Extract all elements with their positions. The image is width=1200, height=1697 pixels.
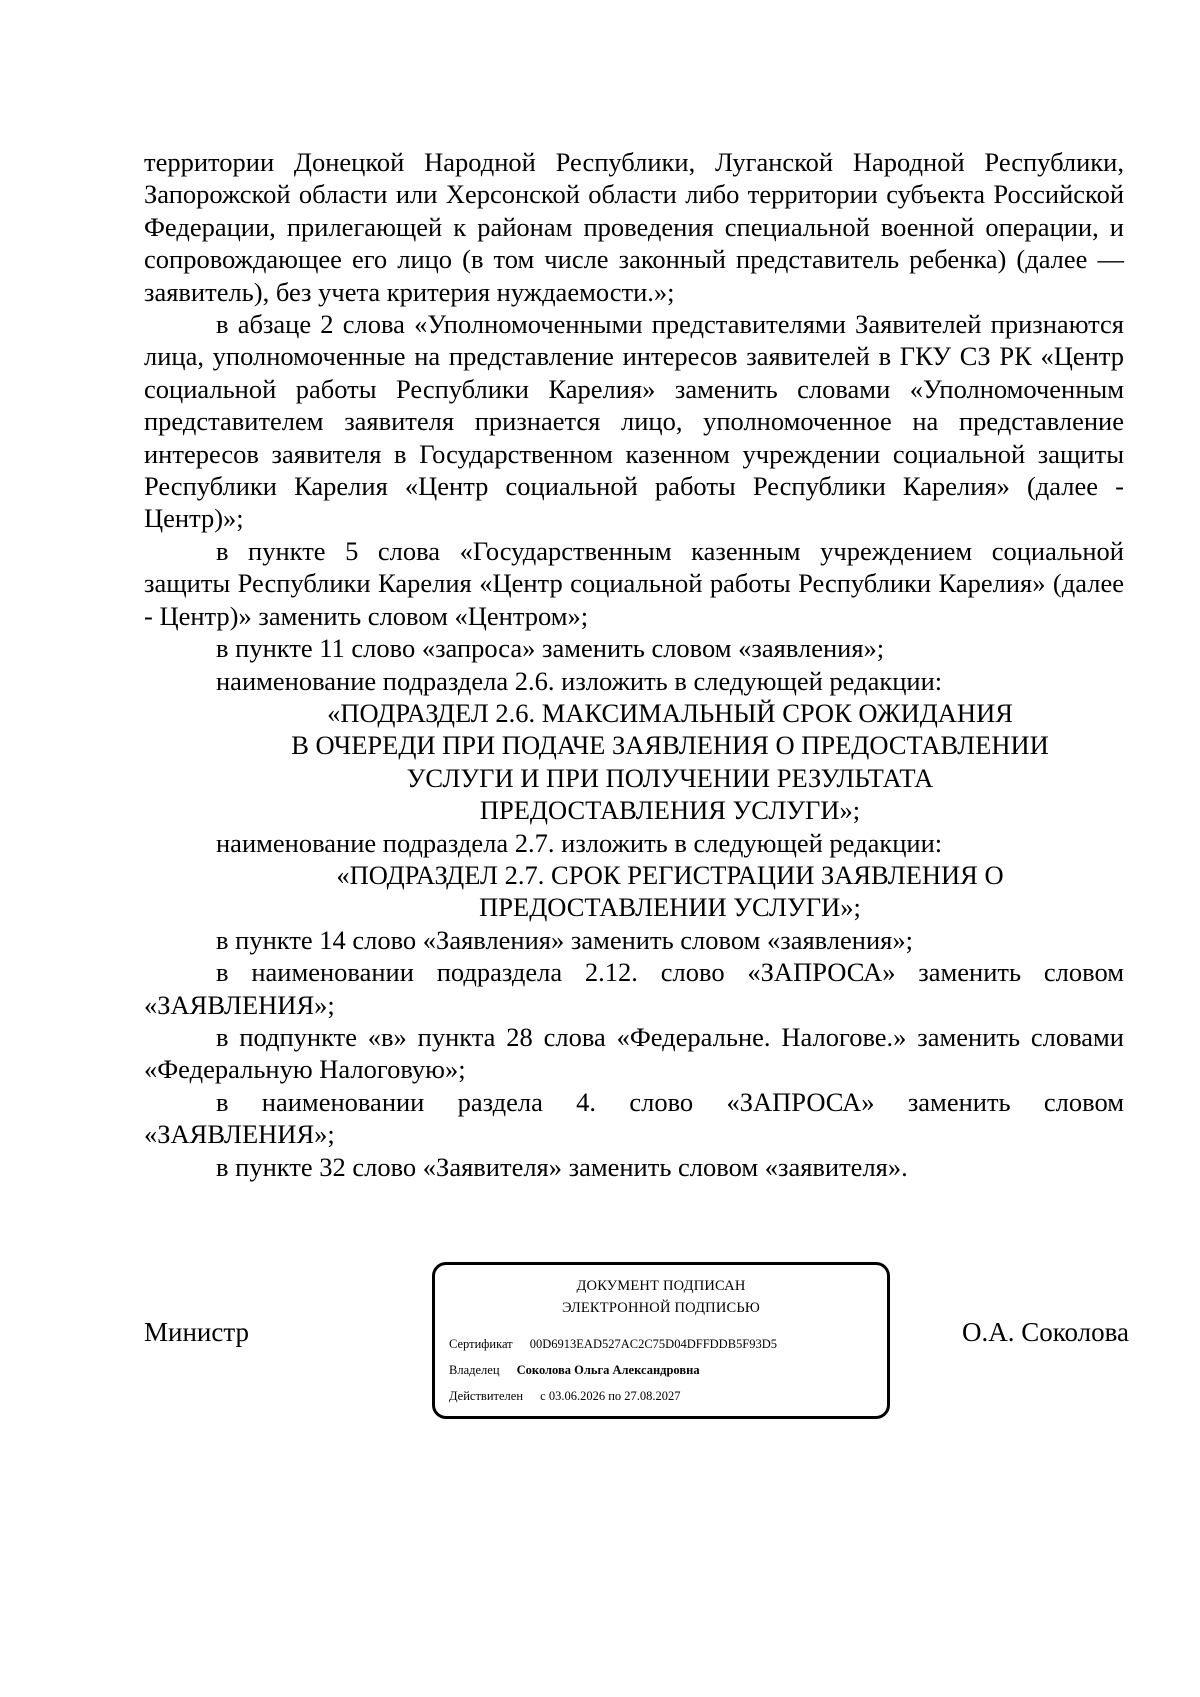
heading-line: УСЛУГИ И ПРИ ПОЛУЧЕНИИ РЕЗУЛЬТАТА [406, 762, 934, 793]
heading-line: «ПОДРАЗДЕЛ 2.7. СРОК РЕГИСТРАЦИИ ЗАЯВЛЕНИЯ О [336, 859, 1004, 890]
subsection-heading-2-7 [144, 859, 1124, 924]
subsection-heading-2-6 [144, 697, 1124, 827]
stamp-certificate-row [449, 1337, 777, 1352]
electronic-signature-stamp [432, 1262, 890, 1419]
validity-label: Действителен [449, 1389, 524, 1403]
signer-name: О.А. Соколова [962, 1317, 1129, 1347]
paragraph: в пункте 32 слово «Заявителя» заменить словом «заявителя». [216, 1151, 908, 1182]
owner-label: Владелец [449, 1363, 500, 1377]
stamp-title-line: ЭЛЕКТРОННОЙ ПОДПИСЬЮ [561, 1300, 761, 1316]
certificate-label: Сертификат [449, 1337, 513, 1351]
signer-position: Министр [144, 1317, 249, 1347]
owner-value: Соколова Ольга Александровна [516, 1363, 700, 1377]
paragraph: в наименовании подраздела 2.12. слово «ЗАПРОСА» заменить словом «ЗАЯВЛЕНИЯ»; [144, 957, 1124, 1020]
heading-line: В ОЧЕРЕДИ ПРИ ПОДАЧЕ ЗАЯВЛЕНИЯ О ПРЕДОСТАВЛЕНИИ [291, 730, 1049, 761]
paragraph: наименование подраздела 2.6. изложить в следующей редакции: [216, 665, 943, 696]
document-body [144, 146, 1124, 1183]
stamp-title-line: ДОКУМЕНТ ПОДПИСАН [576, 1278, 746, 1294]
certificate-value: 00D6913EAD527AC2C75D04DFFDDB5F93D5 [529, 1337, 778, 1351]
heading-line: «ПОДРАЗДЕЛ 2.6. МАКСИМАЛЬНЫЙ СРОК ОЖИДАНИЯ [327, 697, 1013, 728]
heading-line: ПРЕДОСТАВЛЕНИИ УСЛУГИ»; [479, 892, 861, 923]
paragraph: в наименовании раздела 4. слово «ЗАПРОСА» заменить словом «ЗАЯВЛЕНИЯ»; [144, 1086, 1124, 1150]
validity-value: с 03.06.2026 по 27.08.2027 [540, 1389, 681, 1403]
stamp-owner-row [449, 1363, 700, 1378]
paragraph: в пункте 5 слова «Государственным казенным учреждением социальной защиты Республики Карелия «Центр социальной работы Республики Карелия» (далее - Центр)» заменить словом «Центром»; [144, 535, 1124, 631]
paragraph: в пункте 11 слово «запроса» заменить словом «заявления»; [216, 633, 885, 664]
paragraph: в абзаце 2 слова «Уполномоченными представителями Заявителей признаются лица, уполномоченные на представление интересов заявителей в ГКУ СЗ РК «Центр социальной работы Республики Карелия» заменить словами «Уполномоченным представителем заявителя признается лицо, уполномоченное на представление интересов заявителя в Государственном казенном учреждении социальной защиты Республики Карелия «Центр социальной работы Республики Карелия» (далее - Центр)»; [144, 309, 1124, 534]
paragraph: наименование подраздела 2.7. изложить в следующей редакции: [216, 827, 943, 858]
stamp-validity-row [449, 1389, 681, 1404]
paragraph: в пункте 14 слово «Заявления» заменить словом «заявления»; [216, 924, 913, 955]
heading-line: ПРЕДОСТАВЛЕНИЯ УСЛУГИ»; [479, 795, 861, 826]
stamp-header [435, 1275, 887, 1319]
paragraph: в подпункте «в» пункта 28 слова «Федеральне. Налогове.» заменить словами «Федеральную Налоговую»; [144, 1021, 1124, 1085]
paragraph: территории Донецкой Народной Республики, Луганской Народной Республики, Запорожской области или Херсонской области либо территории субъекта Российской Федерации, прилегающей к районам проведения специальной военной операции, и сопровождающее его лицо (в том числе законный представитель ребенка) (далее — заявитель), без учета критерия нуждаемости.»; [144, 147, 1124, 307]
